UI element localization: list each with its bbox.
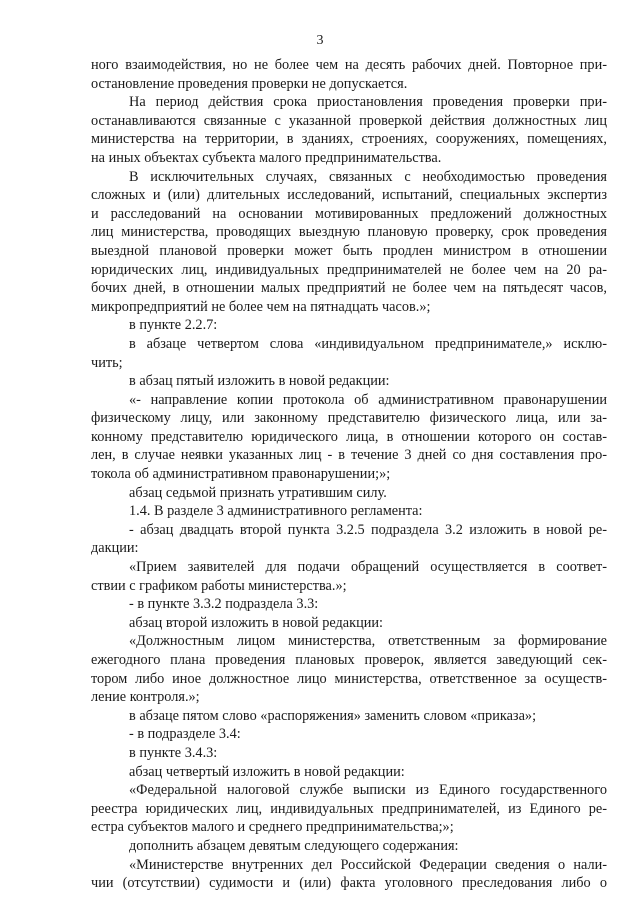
- text-line: в абзац пятый изложить в новой редакции:: [129, 373, 390, 390]
- text-line: «Прием заявителей для подачи обращений осуществляется в соответ-: [129, 559, 607, 576]
- document-body: [91, 56, 607, 893]
- text-line: абзац седьмой признать утратившим силу.: [129, 484, 387, 501]
- text-line: чить;: [91, 354, 123, 371]
- text-line: токола об административном правонарушении;»;: [91, 466, 391, 483]
- text-line: в пункте 2.2.7:: [129, 317, 218, 334]
- text-line: остановление проведения проверки не допускается.: [91, 75, 408, 92]
- text-line: юридических лиц, индивидуальных предпринимателей не более чем на 20 ра-: [91, 261, 607, 278]
- text-line: ного взаимодействия, но не более чем на десять рабочих дней. Повторное при-: [91, 57, 607, 73]
- text-line: «- направление копии протокола об административном правонарушении: [129, 391, 607, 408]
- text-line: в пункте 3.4.3:: [129, 744, 218, 761]
- text-line: лиц министерства, проводящих выездную плановую проверку, срок проведения: [91, 224, 607, 241]
- text-line: на иных объектах субъекта малого предпринимательства.: [91, 149, 442, 166]
- text-line: ление контроля.»;: [91, 689, 200, 706]
- text-line: в абзаце пятом слово «распоряжения» заменить словом «приказа»;: [129, 707, 537, 724]
- text-line: лен, в случае неявки указанных лиц - в течение 3 дней со дня составления про-: [91, 447, 607, 464]
- text-line: В исключительных случаях, связанных с необходимостью проведения: [129, 168, 607, 185]
- text-line: - в пункте 3.3.2 подраздела 3.3:: [129, 596, 319, 613]
- text-line: «Должностным лицом министерства, ответственным за формирование: [129, 633, 607, 650]
- text-line: реестра юридических лиц, индивидуальных предпринимателей, из Единого ре-: [91, 800, 607, 817]
- text-line: конному представителю юридического лица, в отношении которого он состав-: [91, 428, 607, 445]
- text-line: - в подразделе 3.4:: [129, 726, 241, 743]
- text-line: микропредприятий не более чем на пятнадцать часов.»;: [91, 298, 431, 315]
- text-line: чии (отсутствии) судимости и (или) факта уголовного преследования либо о: [91, 875, 607, 892]
- text-line: абзац четвертый изложить в новой редакции:: [129, 763, 405, 780]
- text-line: выездной плановой проверки может быть продлен министром в отношении: [91, 242, 607, 259]
- text-line: дополнить абзацем девятым следующего содержания:: [129, 837, 459, 854]
- page-number: 3: [316, 33, 324, 48]
- text-line: естра субъектов малого и среднего предпринимательства;»;: [91, 819, 454, 836]
- text-line: 1.4. В разделе 3 административного регламента:: [129, 503, 423, 520]
- text-line: На период действия срока приостановления проведения проверки при-: [129, 94, 607, 111]
- text-line: и расследований на основании мотивированных предложений должностных: [91, 205, 607, 222]
- text-line: министерства на территории, в зданиях, строениях, сооружениях, помещениях,: [91, 131, 607, 148]
- text-line: сложных и (или) длительных исследований, испытаний, специальных экспертиз: [91, 187, 607, 204]
- text-line: абзац второй изложить в новой редакции:: [129, 614, 384, 631]
- text-line: «Министерстве внутренних дел Российской Федерации сведения о нали-: [129, 856, 607, 873]
- text-line: в абзаце четвертом слова «индивидуальном предпринимателе,» исклю-: [129, 335, 607, 352]
- text-line: бочих дней, в отношении малых предприятий не более чем на пятьдесят часов,: [91, 280, 607, 297]
- text-line: дакции:: [91, 540, 139, 557]
- text-line: останавливаются связанные с указанной проверкой действия должностных лиц: [91, 112, 607, 129]
- text-line: тором либо иное должностное лицо министерства, ответственное за осуществ-: [91, 670, 607, 687]
- text-line: ствии с графиком работы министерства.»;: [91, 577, 347, 594]
- text-line: ежегодного плана проведения плановых проверок, является заведующий сек-: [91, 652, 607, 668]
- text-line: - абзац двадцать второй пункта 3.2.5 подраздела 3.2 изложить в новой ре-: [129, 521, 607, 538]
- text-line: физическому лицу, или законному представителю физического лица, или за-: [91, 410, 607, 427]
- text-line: «Федеральной налоговой службе выписки из Единого государственного: [129, 782, 607, 799]
